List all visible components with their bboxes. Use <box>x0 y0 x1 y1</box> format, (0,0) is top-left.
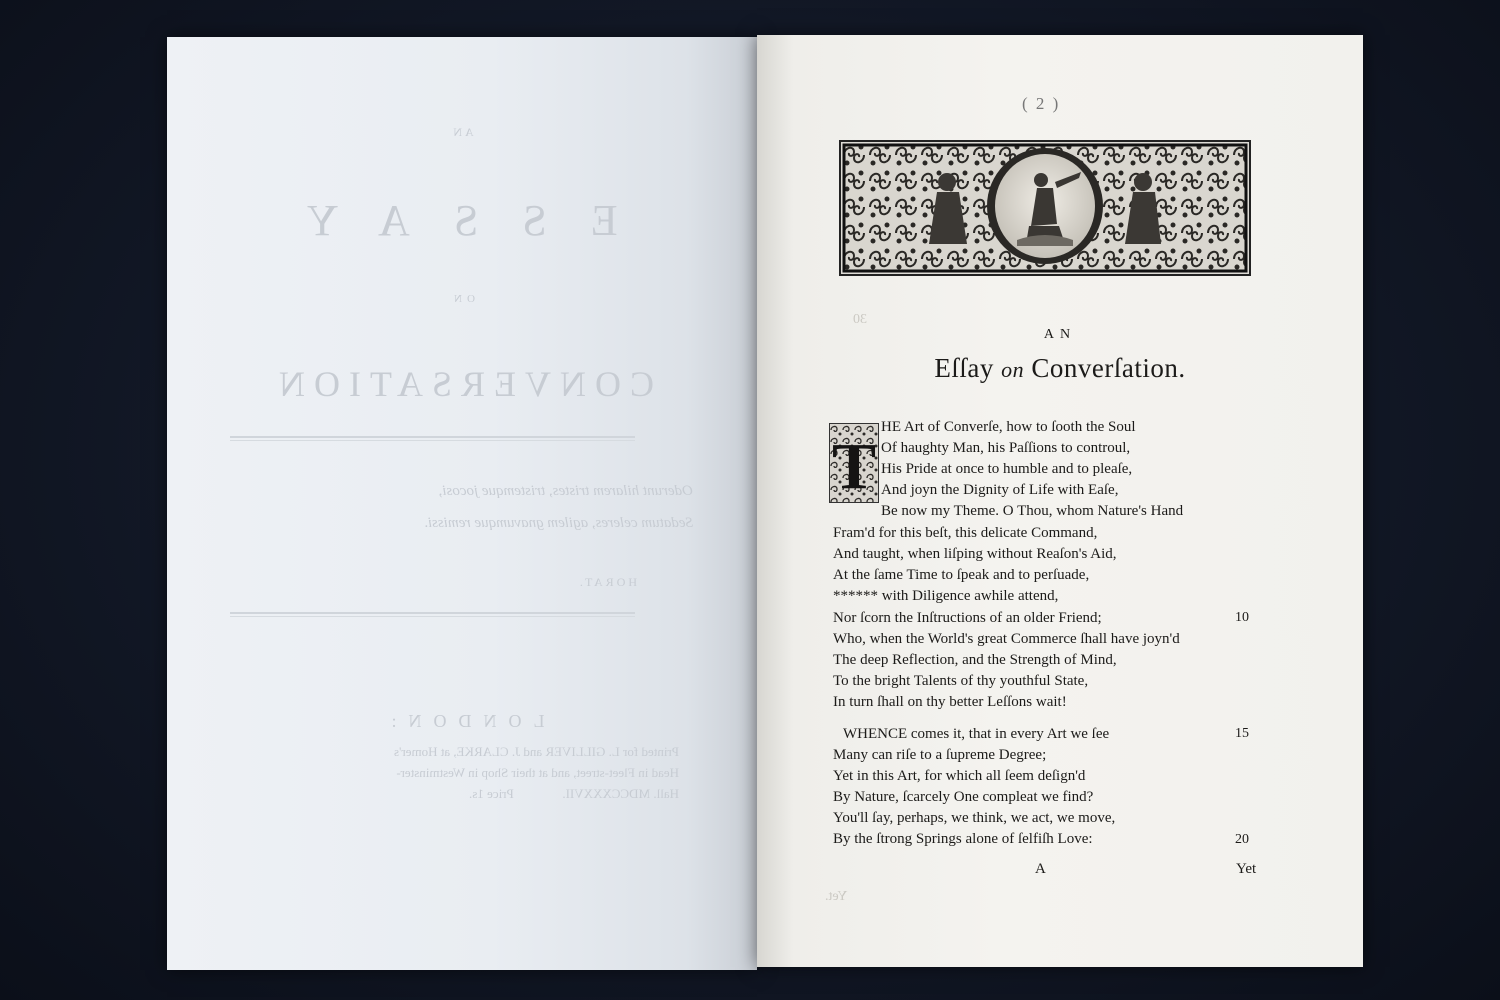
imprint-price: Price 1s. <box>469 786 514 801</box>
title-word-essay: Eſſay <box>934 353 994 383</box>
imprint-line-3 <box>209 783 679 804</box>
title-rule-bottom <box>230 612 635 617</box>
line-number: 15 <box>1235 726 1249 741</box>
poem-line: Many can riſe to a ſupreme Degree; <box>833 747 1047 763</box>
title-page-show-through <box>167 37 757 970</box>
ornamental-headpiece <box>839 140 1251 276</box>
poem-line: In turn ſhall on thy better Leſſons wait! <box>833 694 1067 710</box>
poem-line: His Pride at once to humble and to pleaſe, <box>881 461 1133 477</box>
line-number: 20 <box>1235 832 1249 847</box>
poem-line: And joyn the Dignity of Life with Eaſe, <box>881 482 1119 498</box>
left-page <box>167 37 757 970</box>
drop-cap-letter: T <box>831 430 877 502</box>
poem-line: To the bright Talents of thy youthful State, <box>833 673 1089 689</box>
essay-title <box>757 353 1363 384</box>
right-page <box>757 35 1363 967</box>
headpiece-engraving <box>841 142 1249 274</box>
poem-line: WHENCE comes it, that in every Art we ſee <box>843 726 1110 742</box>
poem-line: ****** with Diligence awhile attend, <box>833 588 1059 604</box>
title-word-on: on <box>1001 357 1025 382</box>
drop-cap-ornament <box>829 423 879 503</box>
imprint-london: LONDON: <box>379 711 545 731</box>
poem-line: Of haughty Man, his Paſſions to controul, <box>881 440 1131 456</box>
title-on: ON <box>449 293 475 305</box>
poem-line: At the ſame Time to ſpeak and to perſuade, <box>833 567 1090 583</box>
imprint-block <box>209 741 679 804</box>
poem-line: Yet in this Art, for which all ſeem deſign'd <box>833 768 1086 784</box>
imprint-line-1: Printed for L. GILLIVER and J. CLARKE, at Homer's <box>393 744 679 759</box>
poem-line: Who, when the World's great Commerce ſhall have joyn'd <box>833 631 1180 647</box>
page-number: ( 2 ) <box>1022 94 1061 113</box>
motto-line-1: Oderunt hilarem tristes, tristemque jocosi, <box>438 483 693 499</box>
show-through-bottom-word: Yet. <box>825 889 848 904</box>
catchword: Yet <box>1236 861 1257 877</box>
title-word-conversation: Converſation. <box>1031 353 1186 383</box>
poem-line: Fram'd for this beſt, this delicate Command, <box>833 525 1098 541</box>
title-rule-top <box>230 436 635 441</box>
poem-line: HE Art of Converſe, how to ſooth the Soul <box>881 419 1136 435</box>
signature-mark: A <box>1035 861 1046 877</box>
imprint-date: Hall. MDCCXXXVII. <box>562 786 679 801</box>
line-number: 10 <box>1235 610 1249 625</box>
poem-line: Nor ſcorn the Inſtructions of an older Friend; <box>833 610 1102 626</box>
motto-line-2: Sedatum celeres, agilem gnavumque remissi. <box>424 515 693 531</box>
motto-author: HORAT. <box>576 575 637 589</box>
title-essay: ESSAY <box>262 196 618 245</box>
poem-line: You'll ſay, perhaps, we think, we act, we move, <box>833 810 1116 826</box>
imprint-line-2: Head in Fleet-street, and at their Shop in Westminster- <box>396 765 679 780</box>
drop-cap-engraving <box>830 424 878 502</box>
poem-line: Be now my Theme. O Thou, whom Nature's Hand <box>881 503 1184 519</box>
poem-line: By the ſtrong Springs alone of ſelfiſh Love: <box>833 831 1093 847</box>
title-conversation: CONVERSATION <box>270 364 655 404</box>
heading-an: AN <box>1043 327 1077 342</box>
poem-line: The deep Reflection, and the Strength of Mind, <box>833 652 1117 668</box>
poem-line: And taught, when liſping without Reaſon's Aid, <box>833 546 1117 562</box>
title-an: AN <box>450 125 474 139</box>
poem-line: By Nature, ſcarcely One compleat we find? <box>833 789 1094 805</box>
show-through-margin-number: 30 <box>853 312 867 327</box>
